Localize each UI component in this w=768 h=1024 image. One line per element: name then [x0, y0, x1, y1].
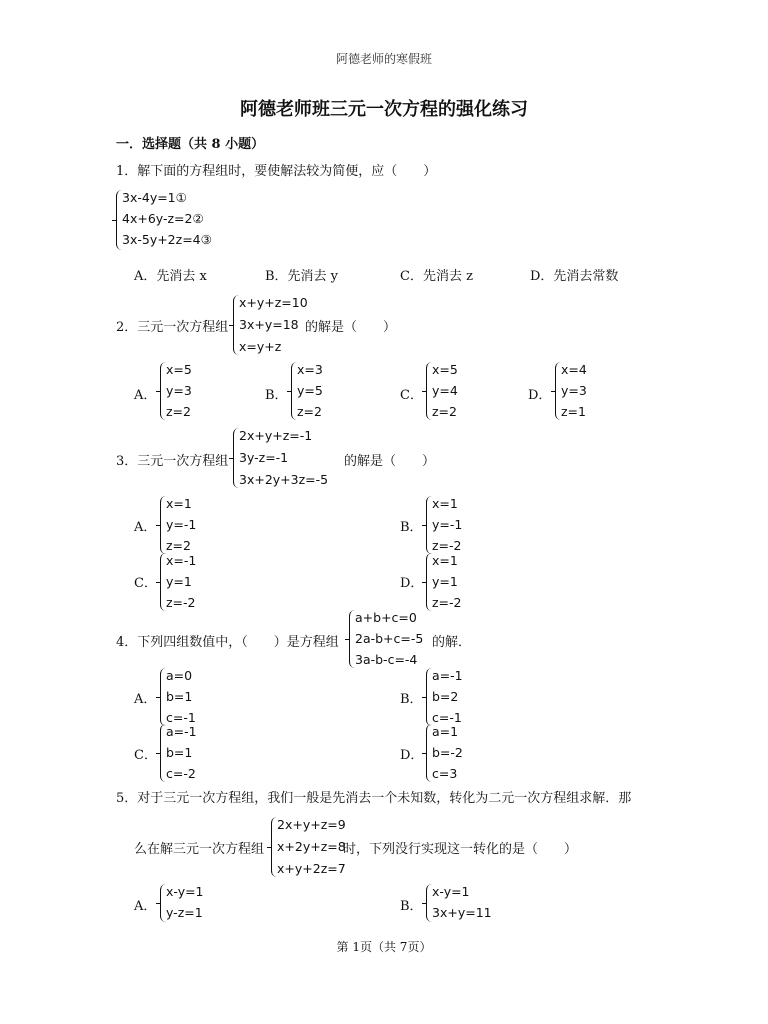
q2-a-x: x=5 [166, 362, 192, 377]
q2-eq-3: x=y+z [239, 339, 282, 354]
page-header: 阿德老师的寒假班 [335, 52, 432, 66]
q2-eq-1: x+y+z=10 [239, 295, 308, 310]
section-heading: 一．选择题（共 8 小题） [116, 137, 265, 152]
q4-d-a: a=1 [432, 724, 459, 739]
q4-c-c: c=-2 [166, 766, 196, 781]
q4-option-b-label: B． [400, 692, 423, 707]
q3-d-z: z=-2 [432, 595, 462, 610]
q2-eq-2: 3x+y=18 [239, 317, 299, 332]
q3-d-y: y=1 [432, 574, 458, 589]
q4-d-c: c=3 [432, 766, 458, 781]
q2-c-y: y=4 [432, 383, 458, 398]
q1-eq-3: 3x-5y+2z=4③ [122, 232, 212, 247]
q3-b-x: x=1 [432, 496, 458, 511]
q2-b-z: z=2 [297, 404, 322, 419]
q5-a-eq-2: y-z=1 [166, 905, 203, 920]
q4-a-c: c=-1 [166, 710, 196, 725]
q4-option-a [160, 668, 200, 726]
q4-c-b: b=1 [166, 745, 193, 760]
q4-b-b: b=2 [432, 689, 459, 704]
q4-a-a: a=0 [166, 668, 193, 683]
q3-eq-1: 2x+y+z=-1 [239, 428, 313, 443]
q4-option-d [426, 724, 466, 782]
q3-eq-3: 3x+2y+3z=-5 [239, 472, 329, 487]
q5-option-a [160, 884, 220, 922]
q3-d-x: x=1 [432, 553, 458, 568]
q1-equation-system [116, 190, 226, 250]
q4-c-a: a=-1 [166, 724, 197, 739]
page-title: 阿德老师班三元一次方程的强化练习 [240, 99, 528, 120]
q3-stem-post: 的解是（ ） [344, 454, 436, 469]
q2-option-b-label: B． [265, 388, 288, 403]
q4-option-a-label: A． [134, 692, 157, 707]
q1-option-d: D．先消去常数 [530, 269, 619, 284]
q5-eq-1: 2x+y+z=9 [277, 817, 346, 832]
q1-eq-1: 3x-4y=1① [122, 190, 187, 205]
q4-stem-post: 的解． [432, 635, 472, 650]
q5-b-eq-2: 3x+y=11 [432, 905, 492, 920]
q4-b-c: c=-1 [432, 710, 462, 725]
q2-option-d [555, 362, 595, 420]
q2-c-x: x=5 [432, 362, 458, 377]
q1-option-b: B．先消去 y [265, 269, 339, 284]
q2-b-x: x=3 [297, 362, 323, 377]
q3-option-b-label: B． [400, 520, 423, 535]
q4-option-d-label: D． [400, 748, 424, 763]
q5-equation-system [271, 817, 351, 877]
q2-d-x: x=4 [561, 362, 587, 377]
q5-stem-pre: 么在解三元一次方程组 [134, 842, 265, 857]
q4-stem-pre: 4．下列四组数值中，（ ）是方程组 [116, 635, 339, 650]
q4-option-b [426, 668, 466, 726]
q3-eq-2: 3y-z=-1 [239, 450, 289, 465]
q3-b-y: y=-1 [432, 517, 463, 532]
q5-eq-3: x+y+2z=7 [277, 861, 346, 876]
q4-option-c-label: C． [134, 748, 157, 763]
q4-equation-system [349, 610, 434, 668]
q3-c-x: x=-1 [166, 553, 197, 568]
q5-stem-line1: 5．对于三元一次方程组，我们一般是先消去一个未知数，转化为二元一次方程组求解．那 [116, 791, 632, 806]
q3-a-y: y=-1 [166, 517, 197, 532]
q2-stem-post: 的解是（ ） [305, 320, 397, 335]
q2-option-d-label: D． [528, 388, 552, 403]
q3-b-z: z=-2 [432, 538, 462, 553]
q2-b-y: y=5 [297, 383, 323, 398]
q2-c-z: z=2 [432, 404, 457, 419]
q4-eq-1: a+b+c=0 [355, 610, 417, 625]
q2-option-c [426, 362, 466, 420]
q4-eq-2: 2a-b+c=-5 [355, 631, 424, 646]
q5-b-eq-1: x-y=1 [432, 884, 470, 899]
q4-d-b: b=-2 [432, 745, 463, 760]
q4-b-a: a=-1 [432, 668, 463, 683]
q3-option-d [426, 553, 466, 611]
q2-stem-pre: 2．三元一次方程组 [116, 320, 229, 335]
q3-c-y: y=1 [166, 574, 192, 589]
q2-option-a-label: A． [134, 388, 157, 403]
q2-a-z: z=2 [166, 404, 191, 419]
page-footer: 第 1页（共 7页） [336, 940, 432, 954]
q5-a-eq-1: x-y=1 [166, 884, 204, 899]
q3-option-c [160, 553, 200, 611]
q3-option-c-label: C． [134, 576, 157, 591]
q3-option-a [160, 496, 200, 554]
q1-stem: 1．解下面的方程组时，要使解法较为简便，应（ ） [116, 164, 437, 179]
q1-option-a: A．先消去 x [134, 269, 207, 284]
q2-equation-system [233, 295, 308, 355]
q2-d-y: y=3 [561, 383, 587, 398]
q1-eq-2: 4x+6y-z=2② [122, 211, 204, 226]
q5-option-b-label: B． [400, 899, 423, 914]
q2-option-a [160, 362, 200, 420]
q4-eq-3: 3a-b-c=-4 [355, 652, 418, 667]
q3-option-d-label: D． [400, 576, 424, 591]
q2-a-y: y=3 [166, 383, 192, 398]
q2-option-b [291, 362, 331, 420]
q5-option-a-label: A． [134, 899, 157, 914]
q4-a-b: b=1 [166, 689, 193, 704]
q3-stem-pre: 3．三元一次方程组 [116, 454, 229, 469]
q4-option-c [160, 724, 200, 782]
q3-c-z: z=-2 [166, 595, 196, 610]
q3-a-x: x=1 [166, 496, 192, 511]
q5-eq-2: x+2y+z=8 [277, 839, 346, 854]
q3-option-a-label: A． [134, 520, 157, 535]
q3-equation-system [233, 428, 338, 488]
q1-option-c: C．先消去 z [400, 269, 473, 284]
q2-d-z: z=1 [561, 404, 586, 419]
q5-stem-post: 时，下列没行实现这一转化的是（ ） [343, 842, 578, 857]
q5-option-b [426, 884, 496, 922]
q3-option-b [426, 496, 466, 554]
q3-a-z: z=2 [166, 538, 191, 553]
q2-option-c-label: C． [400, 388, 423, 403]
